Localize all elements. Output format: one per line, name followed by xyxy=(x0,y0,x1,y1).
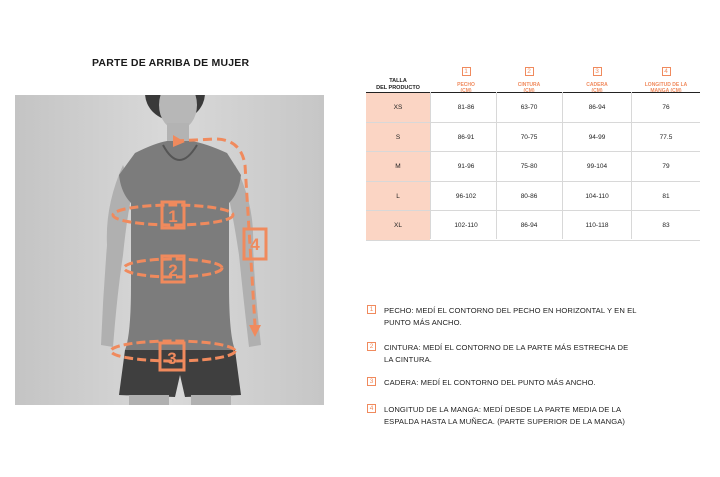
size-cell: L xyxy=(366,182,430,211)
table-cell: 63-70 xyxy=(520,104,538,111)
column-header-hip: 3 CADERA (CM) xyxy=(586,68,608,94)
divider xyxy=(562,92,563,239)
divider xyxy=(430,92,431,239)
table-cell: 91-96 xyxy=(457,163,475,170)
column-header-waist: 2 CINTURA (CM) xyxy=(517,68,541,94)
table-cell: 75-80 xyxy=(520,163,538,170)
page-title: PARTE DE ARRIBA DE MUJER xyxy=(92,57,250,69)
marker-2: 2 xyxy=(168,261,178,280)
number-badge: 4 xyxy=(662,67,671,76)
size-cell: XL xyxy=(366,211,430,240)
table-cell: 94-99 xyxy=(588,133,606,141)
size-cell: XS xyxy=(366,93,430,122)
model-photo xyxy=(15,95,324,405)
column-header-chest: 1 PECHO (CM) xyxy=(457,68,475,94)
divider xyxy=(496,92,497,239)
table-cell: 81-86 xyxy=(457,104,475,111)
table-cell: 99-104 xyxy=(586,163,608,170)
divider xyxy=(631,92,632,239)
table-cell: 81 xyxy=(662,192,670,200)
table-cell: 86-94 xyxy=(588,104,606,111)
table-row xyxy=(366,211,700,241)
table-cell: 110-118 xyxy=(585,222,609,229)
column-header-sleeve: 4 LONGITUD DE LA MANGA (CM) xyxy=(644,68,688,94)
table-cell: 76 xyxy=(662,104,670,111)
table-cell: 86-94 xyxy=(520,222,538,229)
table-row xyxy=(366,182,700,212)
size-table xyxy=(366,60,700,229)
marker-4: 4 xyxy=(250,235,260,254)
number-badge: 4 xyxy=(367,404,376,413)
size-column-header: TALLA DEL PRODUCTO xyxy=(376,78,420,91)
table-cell: 104-110 xyxy=(585,192,609,200)
table-body xyxy=(366,92,700,241)
table-header xyxy=(366,60,700,92)
size-cell: M xyxy=(366,152,430,181)
table-cell: 102-110 xyxy=(454,222,478,229)
number-badge: 2 xyxy=(367,342,376,351)
marker-1: 1 xyxy=(168,207,178,226)
number-badge: 3 xyxy=(367,377,376,386)
marker-3: 3 xyxy=(167,349,177,368)
table-cell: 77.5 xyxy=(659,133,673,141)
size-cell: S xyxy=(366,123,430,152)
table-row xyxy=(366,123,700,153)
shirt-shape xyxy=(119,141,241,350)
number-badge: 3 xyxy=(593,67,602,76)
table-cell: 80-86 xyxy=(520,192,538,200)
table-row xyxy=(366,152,700,182)
table-cell: 96-102 xyxy=(455,192,477,200)
table-row xyxy=(366,93,700,123)
table-cell: 86-91 xyxy=(457,133,475,141)
table-cell: 79 xyxy=(662,163,670,170)
table-cell: 83 xyxy=(662,222,670,229)
measurement-diagram xyxy=(15,95,324,405)
number-badge: 1 xyxy=(462,67,471,76)
number-badge: 2 xyxy=(525,67,534,76)
table-cell: 70-75 xyxy=(520,133,538,141)
number-badge: 1 xyxy=(367,305,376,314)
